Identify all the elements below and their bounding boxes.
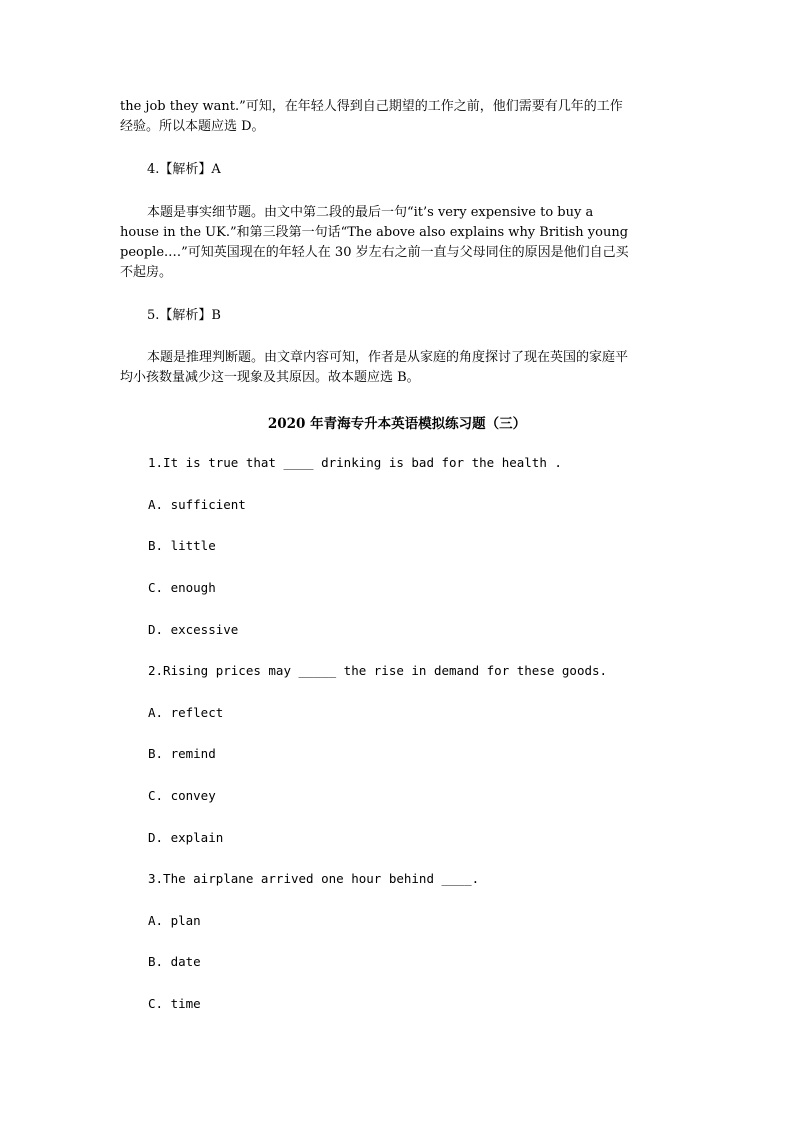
prev-answer-line-1: the job they want.”可知，在年轻人得到自己期望的工作之前，他们需要有几年的工作 [120, 99, 623, 114]
question-3-option-a: A. plan [148, 913, 201, 928]
question-2-option-d: D. explain [148, 830, 224, 845]
question-3-option-c: C. time [148, 996, 201, 1011]
question-2-option-b: B. remind [148, 746, 216, 761]
question-1-option-b: B. little [148, 538, 216, 553]
answer-5-line-1: 本题是推理判断题。由文章内容可知，作者是从家庭的角度探讨了现在英国的家庭平 [147, 350, 629, 365]
answer-4-line-2: house in the UK.”和第三段第一句话“The above also explains why British young [120, 225, 629, 240]
question-1-stem: 1.It is true that ____ drinking is bad for the health . [148, 455, 562, 470]
answer-5-heading: 5.【解析】B [147, 308, 221, 323]
question-2-option-c: C. convey [148, 788, 216, 803]
question-3-option-b: B. date [148, 954, 201, 969]
question-1-option-d: D. excessive [148, 622, 239, 637]
answer-5-line-2: 均小孩数量减少这一现象及其原因。故本题应选 B。 [120, 370, 420, 385]
section-title: 2020 年青海专升本英语模拟练习题（三） [267, 416, 527, 432]
answer-4-line-4: 不起房。 [120, 265, 173, 280]
question-2-option-a: A. reflect [148, 705, 224, 720]
prev-answer-line-2: 经验。所以本题应选 D。 [120, 119, 265, 134]
answer-4-line-1: 本题是事实细节题。由文中第二段的最后一句“it’s very expensive to buy a [147, 205, 594, 220]
question-2-stem: 2.Rising prices may _____ the rise in demand for these goods. [148, 663, 608, 678]
question-1-option-a: A. sufficient [148, 497, 246, 512]
question-1-option-c: C. enough [148, 580, 216, 595]
answer-4-line-3: people.…”可知英国现在的年轻人在 30 岁左右之前一直与父母同住的原因是他们自己买 [120, 245, 629, 260]
question-3-stem: 3.The airplane arrived one hour behind ____. [148, 871, 480, 886]
answer-4-heading: 4.【解析】A [147, 162, 221, 177]
